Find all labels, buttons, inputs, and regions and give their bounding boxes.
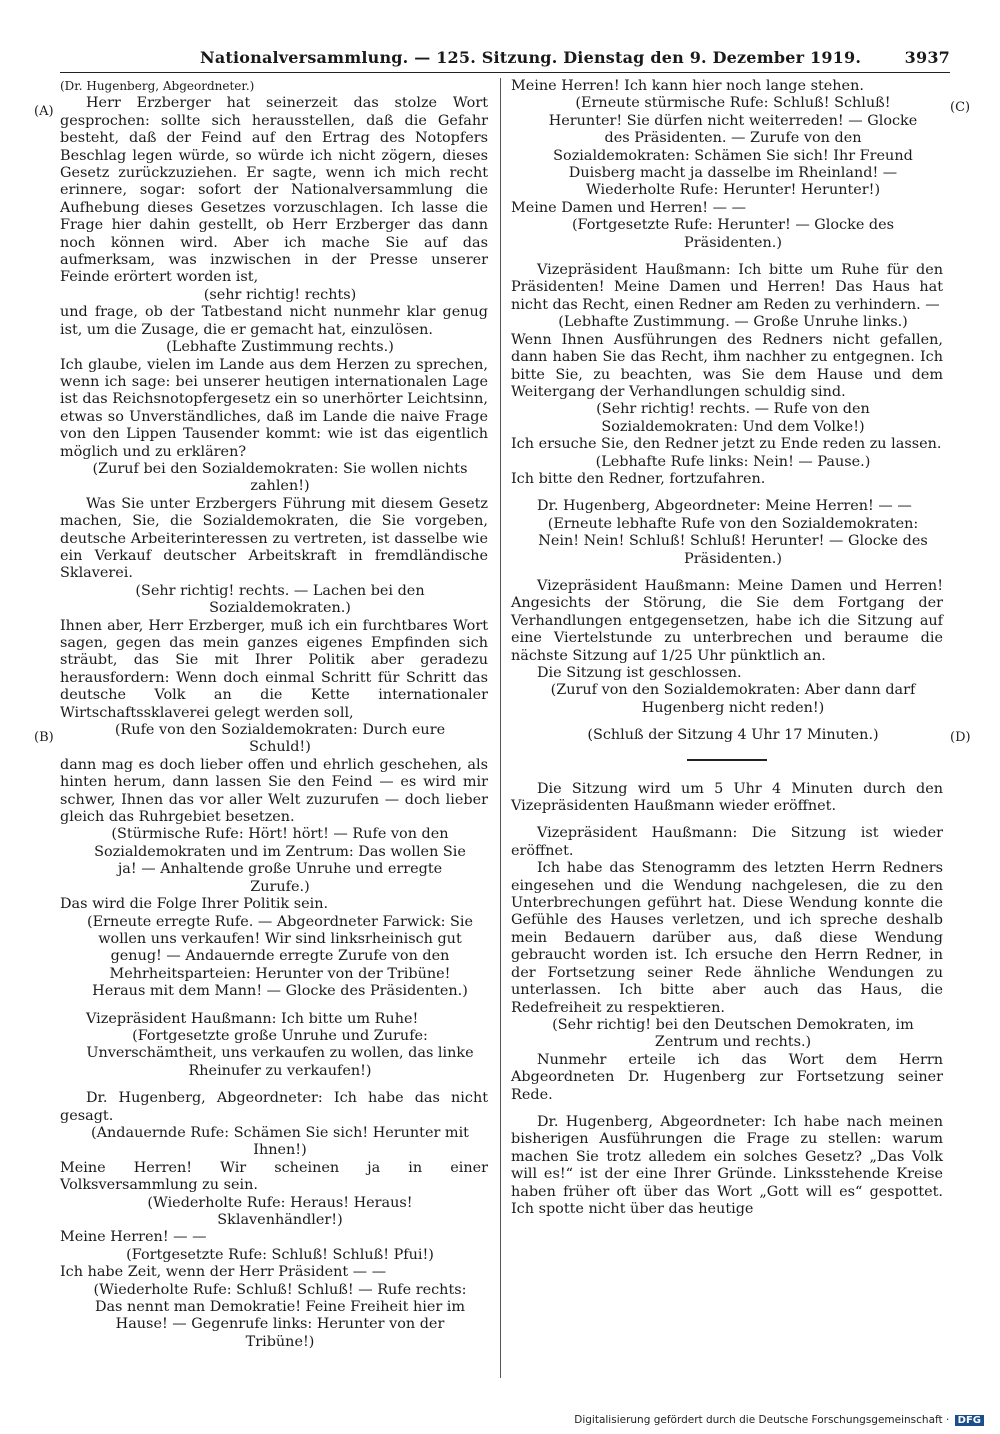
- page-number: 3937: [904, 48, 950, 67]
- interjection: (Zuruf von den Sozialdemokraten: Aber dann darf Hugenberg nicht reden!): [550, 682, 916, 716]
- paragraph: Ihnen aber, Herr Erzberger, muß ich ein furchtbares Wort sagen, gegen das mein ganzes eigenes Empfinden sich sträubt, das Sie mit Ihrer Politik aber geradezu herausfordern: Wenn doch einmal Schritt für Schritt das deutsche Volk an die Kette internationaler Wirtschaftssklaverei gelegt werden soll,: [60, 617, 488, 721]
- column-divider: [500, 78, 501, 1378]
- paragraph: Die Sitzung ist geschlossen.: [537, 665, 742, 681]
- paragraph: Meine Herren! Ich kann hier noch lange stehen.: [511, 78, 864, 94]
- paragraph: Wenn Ihnen Ausführungen des Redners nicht gefallen, dann haben Sie das Recht, ihm nachher zu entgegnen. Ich bitte Sie, zu beachten, was Sie dem Hause und dem Weitergang der Verhandlungen schuldig sind.: [511, 331, 943, 400]
- interjection: (Sehr richtig! rechts. — Rufe von den Sozialdemokraten: Und dem Volke!): [596, 401, 870, 435]
- interjection: (Erneute lebhafte Rufe von den Sozialdemokraten: Nein! Nein! Schluß! Schluß! Herunter! — Glocke des Präsidenten.): [538, 515, 928, 567]
- paragraph: Ich bitte den Redner, fortzufahren.: [511, 470, 766, 487]
- paragraph: Das wird die Folge Ihrer Politik sein.: [60, 896, 329, 913]
- speaker-paragraph: Vizepräsident Haußmann: Die Sitzung ist wieder eröffnet.: [511, 825, 943, 859]
- paragraph: Herr Erzberger hat seinerzeit das stolze Wort gesprochen: sollte sich herausstellen, daß die Gefahr besteht, daß der Feind auf den Ertrag des Notopfers Beschlag legen würde, so würde ich nicht zögern, dieses Gesetz zurückzuziehen. Er sagte, wenn ich mich recht erinnere, sogar: sofort der Nationalversammlung die Aufhebung dieses Gesetzes vorzuschlagen. Ich lasse die Frage hier dahin gestellt, ob Herr Erzberger das dann noch können wird. Aber ich mache Sie auf das aufmerksam, was inzwischen in der Presse unserer Feinde erörtert worden ist,: [60, 95, 488, 286]
- interjection: (sehr richtig! rechts): [203, 286, 357, 303]
- interjection: (Fortgesetzte Rufe: Herunter! — Glocke des Präsidenten.): [571, 217, 895, 251]
- speaker-paragraph: Vizepräsident Haußmann: Ich bitte um Ruhe!: [86, 1010, 419, 1027]
- paragraph: Meine Damen und Herren! — —: [511, 199, 746, 216]
- dfg-logo: DFG: [955, 1415, 984, 1426]
- margin-marker-d: (D): [950, 730, 971, 745]
- paragraph: Meine Herren! — —: [60, 1229, 207, 1246]
- interjection: (Fortgesetzte große Unruhe und Zurufe: Unverschämtheit, uns verkaufen zu wollen, das linke Rheinufer zu verkaufen!): [86, 1027, 474, 1079]
- interjection: (Lebhafte Zustimmung. — Große Unruhe links.): [558, 314, 908, 331]
- paragraph: Ich habe Zeit, wenn der Herr Präsident — —: [60, 1264, 387, 1281]
- right-column: [511, 78, 943, 1218]
- interjection: (Erneute erregte Rufe. — Abgeordneter Farwick: Sie wollen uns verkaufen! Wir sind linksrheinisch gut genug! — Andauernde erregte Zurufe von den Mehrheitsparteien: Herunter von der Tribüne! Heraus mit dem Mann! — Glocke des Präsidenten.): [86, 913, 474, 1000]
- interjection: (Sehr richtig! bei den Deutschen Demokraten, im Zentrum und rechts.): [552, 1016, 914, 1051]
- interjection: (Lebhafte Rufe links: Nein! — Pause.): [595, 453, 871, 470]
- paragraph: und frage, ob der Tatbestand nicht nunmehr klar genug ist, um die Zusage, die er gemacht hat, einzulösen.: [60, 304, 488, 338]
- left-column: [60, 78, 488, 1351]
- speaker-paragraph: Dr. Hugenberg, Abgeordneter: Ich habe das nicht gesagt.: [60, 1090, 488, 1124]
- paragraph: Nunmehr erteile ich das Wort dem Herrn Abgeordneten Dr. Hugenberg zur Fortsetzung seiner Rede.: [511, 1051, 943, 1103]
- margin-marker-a: (A): [34, 104, 54, 119]
- footer-text: Digitalisierung gefördert durch die Deutsche Forschungsgemeinschaft ·: [574, 1414, 950, 1426]
- page-header-title: Nationalversammlung. — 125. Sitzung. Dienstag den 9. Dezember 1919.: [200, 48, 862, 67]
- interjection: (Wiederholte Rufe: Heraus! Heraus! Sklavenhändler!): [147, 1194, 413, 1228]
- running-header: [60, 48, 950, 70]
- interjection: (Andauernde Rufe: Schämen Sie sich! Herunter mit Ihnen!): [91, 1124, 469, 1159]
- header-rule: [60, 72, 950, 73]
- speaker-paragraph: Vizepräsident Haußmann: Ich bitte um Ruhe für den Präsidenten! Meine Damen und Herren! Das Haus hat nicht das Recht, einen Redner am Reden zu verhindern. —: [511, 262, 943, 313]
- interjection: (Rufe von den Sozialdemokraten: Durch eure Schuld!): [114, 722, 446, 756]
- margin-marker-c: (C): [950, 100, 971, 115]
- session-reopen-note: Die Sitzung wird um 5 Uhr 4 Minuten durch den Vizepräsidenten Haußmann wieder eröffnet.: [511, 780, 943, 815]
- paragraph: Ich ersuche Sie, den Redner jetzt zu Ende reden zu lassen.: [511, 436, 942, 453]
- section-separator: [687, 759, 767, 761]
- paragraph: Meine Herren! Wir scheinen ja in einer Volksversammlung zu sein.: [60, 1159, 488, 1194]
- speaker-paragraph: Dr. Hugenberg, Abgeordneter: Ich habe nach meinen bisherigen Ausführungen die Frage zu stellen: warum machen Sie trotz alledem ein solches Gesetz? „Das Volk will es!“ ist der eine Ihrer Gründe. Linksstehende Kreise haben früher oft über das Wort „Gott will es“ gespottet. Ich spotte nicht über das heutige: [511, 1113, 943, 1217]
- interjection: (Sehr richtig! rechts. — Lachen bei den Sozialdemokraten.): [135, 582, 425, 617]
- margin-marker-b: (B): [34, 730, 54, 745]
- digitization-footer: [574, 1414, 984, 1426]
- paragraph: Was Sie unter Erzbergers Führung mit diesem Gesetz machen, Sie, die Sozialdemokraten, die Sie vorgeben, deutsche Arbeiterinteressen zu vertreten, ist dasselbe wie ein Verkauf deutscher Arbeitskraft in fremdländische Sklaverei.: [60, 495, 488, 582]
- paragraph: Ich habe das Stenogramm des letzten Herrn Redners eingesehen und die Wendung nachgelesen, die zu den Unterbrechungen geführt hat. Diese Wendung konnte die Gefühle des Hauses verletzen, und ich spreche deshalb mein Bedauern darüber aus, daß diese Wendung gebraucht worden ist. Ich ersuche den Herrn Redner, in der Fortsetzung seiner Rede ähnliche Wendungen zu unterlassen. Ich bitte aber auch das Haus, die Redefreiheit zu respektieren.: [511, 860, 943, 1016]
- speaker-paragraph: Vizepräsident Haußmann: Meine Damen und Herren! Angesichts der Störung, die Sie dem Fortgang der Verhandlungen entgegensetzen, habe ich die Sitzung auf eine Viertelstunde zu unterbrechen und beraume die nächste Sitzung auf 1/25 Uhr pünktlich an.: [511, 577, 943, 664]
- interjection: (Fortgesetzte Rufe: Schluß! Schluß! Pfui!): [126, 1246, 434, 1263]
- session-end-note: (Schluß der Sitzung 4 Uhr 17 Minuten.): [587, 727, 879, 744]
- interjection: (Lebhafte Zustimmung rechts.): [166, 339, 394, 356]
- paragraph: Ich glaube, vielen im Lande aus dem Herzen zu sprechen, wenn ich sage: bei unserer heutigen internationalen Lage ist das Reichsnotopfergesetz ein so unerhörter Leichtsinn, etwas so Unverständliches, daß im Lande die naive Frage von den Lippen Tausender kommt: wie ist das eigentlich möglich und zu erklären?: [60, 356, 488, 460]
- interjection: (Stürmische Rufe: Hört! hört! — Rufe von den Sozialdemokraten und im Zentrum: Das wollen Sie ja! — Anhaltende große Unruhe und erregte Zurufe.): [94, 826, 466, 895]
- interjection: (Erneute stürmische Rufe: Schluß! Schluß! Herunter! Sie dürfen nicht weiterreden! — Glocke des Präsidenten. — Zurufe von den Sozialdemokraten: Schämen Sie sich! Ihr Freund Duisberg macht ja dasselbe im Rheinland! — Wiederholte Rufe: Herunter! Herunter!): [548, 95, 918, 199]
- speaker-paragraph: Dr. Hugenberg, Abgeordneter: Meine Herren! — —: [537, 498, 912, 515]
- interjection: (Zuruf bei den Sozialdemokraten: Sie wollen nichts zahlen!): [92, 460, 468, 495]
- paragraph: dann mag es doch lieber offen und ehrlich geschehen, als hinten herum, dann lassen Sie den Feind — es wird mir schwer, Ihnen das vor aller Welt zuzurufen — doch lieber gleich das Ruhrgebiet besetzen.: [60, 756, 488, 826]
- speaker-continuation: (Dr. Hugenberg, Abgeordneter.): [60, 79, 255, 93]
- interjection: (Wiederholte Rufe: Schluß! Schluß! — Rufe rechts: Das nennt man Demokratie! Feine Freiheit hier im Hause! — Gegenrufe links: Herunter von der Tribüne!): [93, 1281, 467, 1350]
